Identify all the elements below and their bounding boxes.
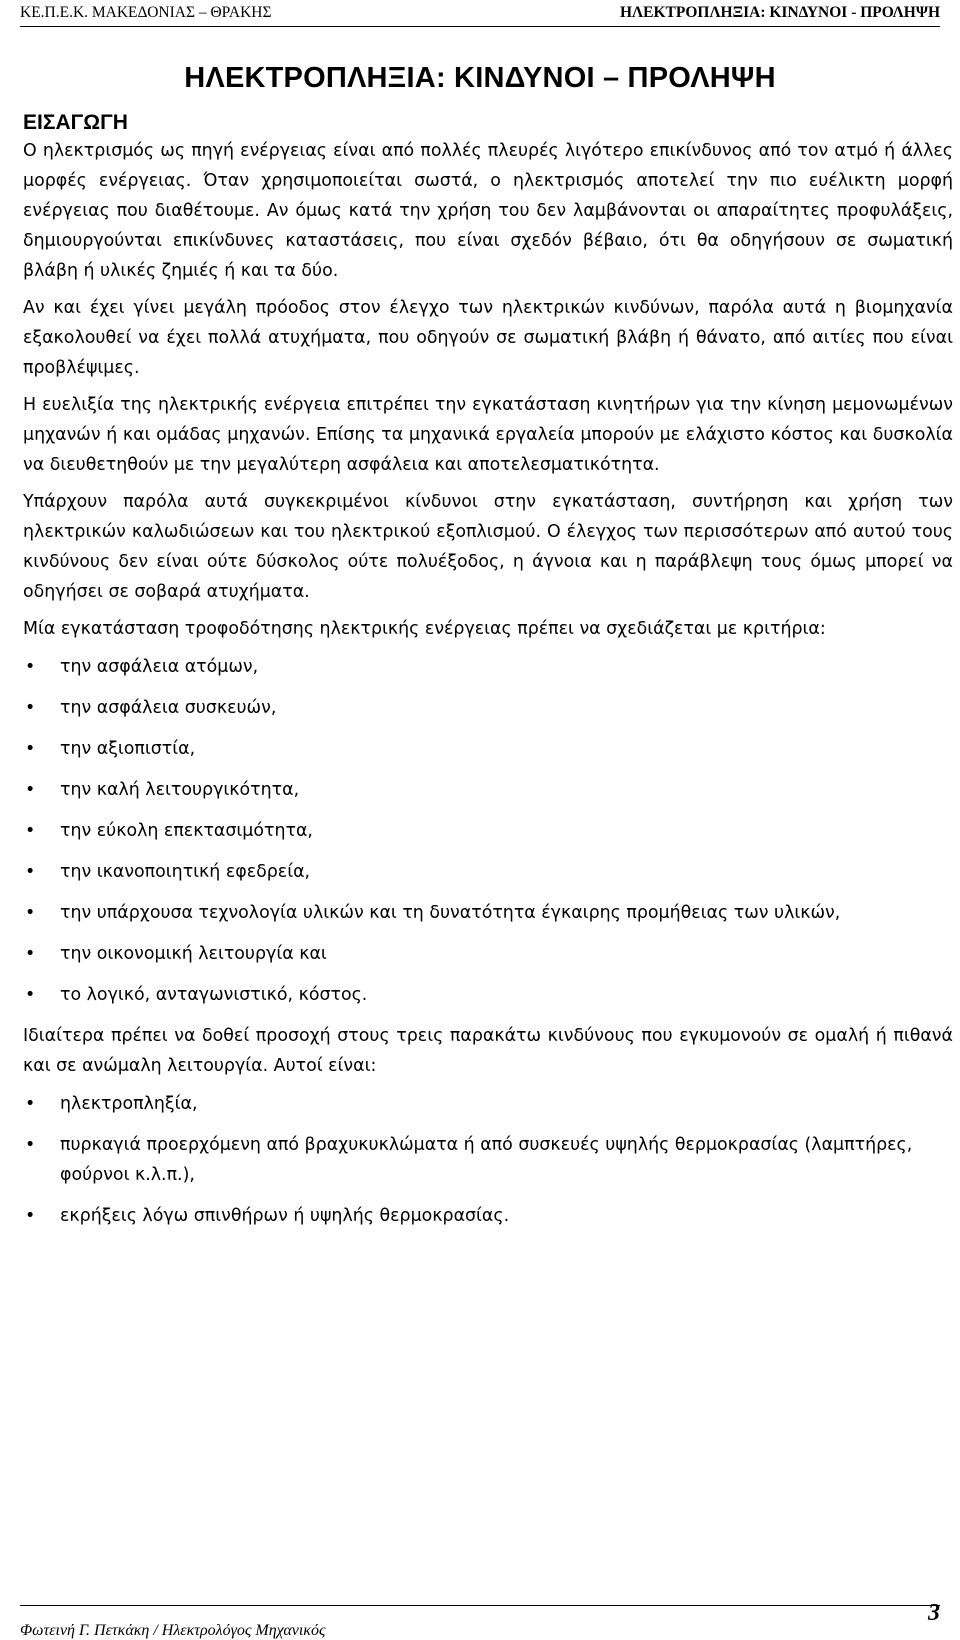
bullet-icon: •	[25, 903, 36, 923]
header-organization: ΚΕ.Π.Ε.Κ. ΜΑΚΕΔΟΝΙΑΣ – ΘΡΑΚΗΣ	[20, 4, 272, 21]
paragraph-hazards: Υπάρχουν παρόλα αυτά συγκεκριμένοι κίνδυνοι στην εγκατάσταση, συντήρηση και χρήση των ηλεκτρικών καλωδιώσεων και του ηλεκτρικού εξοπλισμού. Ο έλεγχος των περισσότερων από αυτού τους κινδύνους δεν είναι ούτε δύσκολος ούτε πολυέξοδος, η άγνοια και η παράβλεψη τους όμως μπορεί να οδηγήσει σε σοβαρά ατυχήματα.	[23, 492, 953, 602]
header-document-title: ΗΛΕΚΤΡΟΠΛΗΞΙΑ: ΚΙΝΔΥΝΟΙ - ΠΡΟΛΗΨΗ	[619, 4, 940, 21]
page-number: 3	[928, 1600, 940, 1626]
list-item: • την ασφάλεια ατόμων,	[23, 652, 953, 682]
bullet-icon: •	[25, 739, 36, 759]
paragraph-flexibility: Η ευελιξία της ηλεκτρικής ενέργεια επιτρέπει την εγκατάσταση κινητήρων για την κίνηση μεμονωμένων μηχανών ή και ομάδας μηχανών. Επίσης τα μηχανικά εργαλεία μπορούν με ελάχιστο κόστος και δυσκολία να διευθετηθούν με την μεγαλύτερη ασφάλεια και αποτελεσματικότητα.	[23, 395, 953, 475]
list-item: • την καλή λειτουργικότητα,	[23, 775, 953, 805]
bullet-icon: •	[25, 698, 36, 718]
footer-author: Φωτεινή Γ. Πετκάκη / Ηλεκτρολόγος Μηχανικός	[20, 1622, 326, 1639]
list-item: • την υπάρχουσα τεχνολογία υλικών και τη δυνατότητα έγκαιρης προμήθειας των υλικών,	[23, 898, 953, 928]
bullet-icon: •	[25, 1094, 36, 1114]
list-item: • πυρκαγιά προερχόμενη από βραχυκυκλώματα ή από συσκευές υψηλής θερμοκρασίας (λαμπτήρες, φούρνοι κ.λ.π.),	[23, 1130, 953, 1190]
page-footer	[20, 1600, 940, 1640]
bullet-icon: •	[25, 944, 36, 964]
bullet-icon: •	[25, 1135, 36, 1155]
list-item: • την ικανοποιητική εφεδρεία,	[23, 857, 953, 887]
criteria-list	[23, 652, 953, 1010]
list-item: • την αξιοπιστία,	[23, 734, 953, 764]
hazards-list	[23, 1089, 953, 1231]
bullet-icon: •	[25, 862, 36, 882]
paragraph-progress: Αν και έχει γίνει μεγάλη πρόοδος στον έλεγχο των ηλεκτρικών κινδύνων, παρόλα αυτά η βιομηχανία εξακολουθεί να έχει πολλά ατυχήματα, που οδηγούν σε σωματική βλάβη ή θάνατο, από αιτίες που είναι προβλέψιμες.	[23, 298, 953, 378]
bullet-icon: •	[25, 780, 36, 800]
section-heading: ΕΙΣΑΓΩΓΗ	[23, 111, 128, 134]
bullet-icon: •	[25, 1206, 36, 1226]
paragraph-intro: Ο ηλεκτρισμός ως πηγή ενέργειας είναι από πολλές πλευρές λιγότερο επικίνδυνος από τον ατμό ή άλλες μορφές ενέργειας. Όταν χρησιμοποιείται σωστά, ο ηλεκτρισμός αποτελεί την πιο ευέλικτη μορφή ενέργειας που διαθέτουμε. Αν όμως κατά την χρήση του δεν λαμβάνονται οι απαραίτητες προφυλάξεις, δημιουργούνται επικίνδυνες καταστάσεις, που είναι σχεδόν βέβαιο, ότι θα οδηγήσουν σε σωματική βλάβη ή υλικές ζημιές ή και τα δύο.	[23, 141, 953, 281]
bullet-icon: •	[25, 985, 36, 1005]
paragraph-hazards-intro: Ιδιαίτερα πρέπει να δοθεί προσοχή στους τρεις παρακάτω κινδύνους που εγκυμονούν σε ομαλή ή πιθανά και σε ανώμαλη λειτουργία. Αυτοί είναι:	[23, 1026, 953, 1076]
list-item: • εκρήξεις λόγω σπινθήρων ή υψηλής θερμοκρασίας.	[23, 1201, 953, 1231]
bullet-icon: •	[25, 657, 36, 677]
list-item: • ηλεκτροπληξία,	[23, 1089, 953, 1119]
page-header	[20, 0, 940, 27]
document-title: ΗΛΕΚΤΡΟΠΛΗΞΙΑ: ΚΙΝΔΥΝΟΙ – ΠΡΟΛΗΨΗ	[184, 62, 776, 94]
paragraph-criteria-intro: Μία εγκατάσταση τροφοδότησης ηλεκτρικής ενέργειας πρέπει να σχεδιάζεται με κριτήρια:	[23, 619, 826, 639]
list-item: • την ασφάλεια συσκευών,	[23, 693, 953, 723]
list-item: • την εύκολη επεκτασιμότητα,	[23, 816, 953, 846]
bullet-icon: •	[25, 821, 36, 841]
list-item: • την οικονομική λειτουργία και	[23, 939, 953, 969]
list-item: • το λογικό, ανταγωνιστικό, κόστος.	[23, 980, 953, 1010]
document-body	[23, 110, 953, 1242]
